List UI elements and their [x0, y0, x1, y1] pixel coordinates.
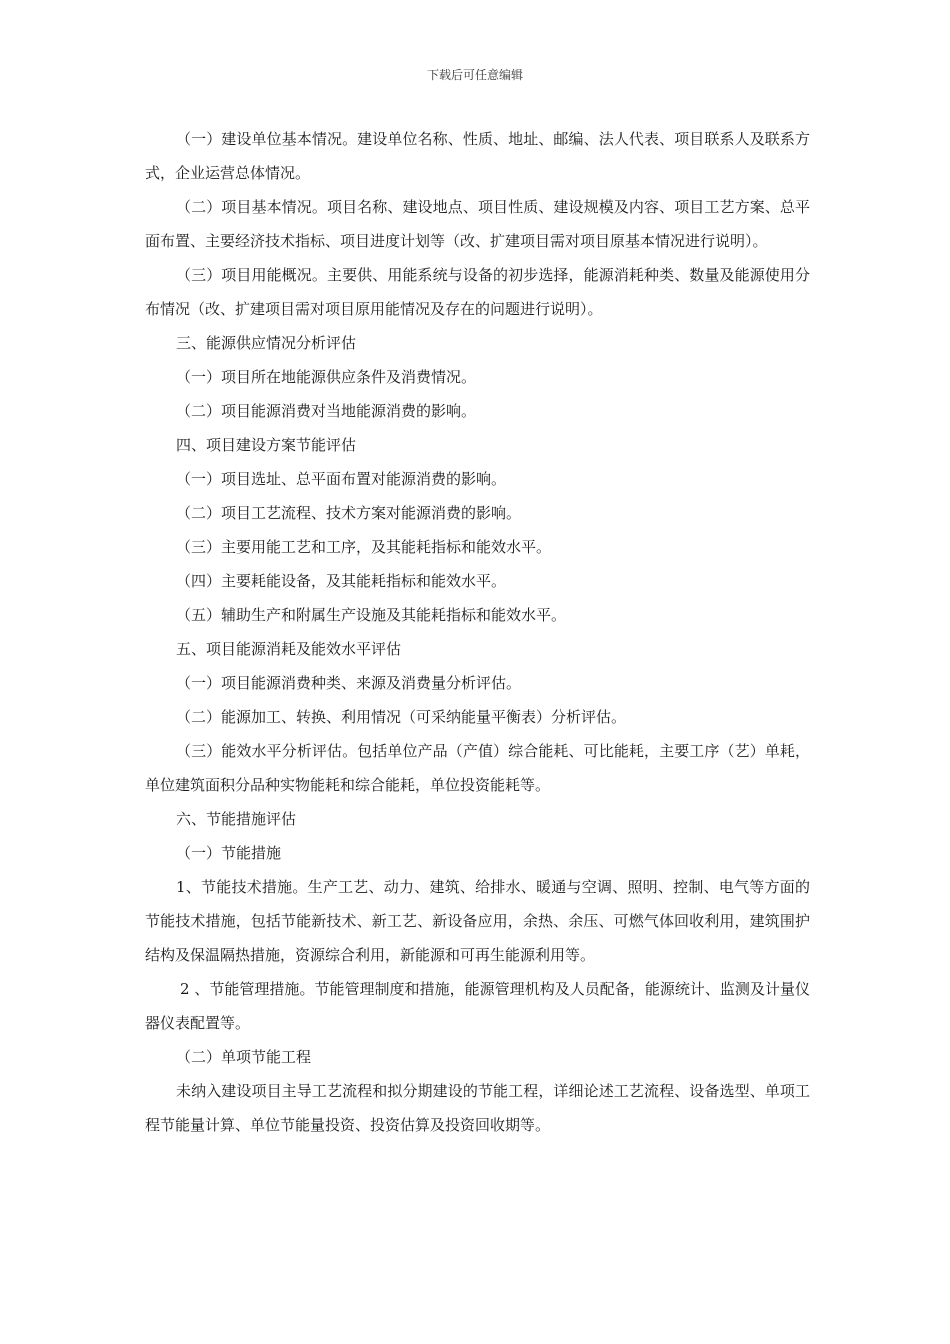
paragraph-management-measures: 2 、节能管理措施。节能管理制度和措施，能源管理机构及人员配备，能源统计、监测及计量仪器仪表配置等。	[145, 980, 810, 1032]
paragraph-plan-2: （二）项目工艺流程、技术方案对能源消费的影响。	[176, 504, 522, 522]
paragraph-construction-unit: （一）建设单位基本情况。建设单位名称、性质、地址、邮编、法人代表、项目联系人及联系方式，企业运营总体情况。	[145, 130, 810, 182]
paragraph-technical-measures: 1、节能技术措施。生产工艺、动力、建筑、给排水、暖通与空调、照明、控制、电气等方面的节能技术措施，包括节能新技术、新工艺、新设备应用，余热、余压、可燃气体回收利用，建筑围护结构及保温隔热措施，资源综合利用，新能源和可再生能源利用等。	[145, 878, 810, 964]
page-header: 下载后可任意编辑	[426, 68, 523, 82]
section-heading-measures: 六、节能措施评估	[176, 810, 297, 828]
paragraph-plan-4: （四）主要耗能设备，及其能耗指标和能效水平。	[176, 572, 507, 590]
paragraph-project-basics: （二）项目基本情况。项目名称、建设地点、项目性质、建设规模及内容、项目工艺方案、总平面布置、主要经济技术指标、项目进度计划等（改、扩建项目需对项目原基本情况进行说明）。	[145, 198, 810, 250]
paragraph-consumption-3: （三）能效水平分析评估。包括单位产品（产值）综合能耗、可比能耗，主要工序（艺）单耗，单位建筑面积分品种实物能耗和综合能耗，单位投资能耗等。	[145, 742, 810, 794]
section-heading-consumption: 五、项目能源消耗及能效水平评估	[176, 640, 402, 658]
paragraph-plan-1: （一）项目选址、总平面布置对能源消费的影响。	[176, 470, 507, 488]
subheading-measures: （一）节能措施	[176, 844, 282, 862]
paragraph-single-projects: 未纳入建设项目主导工艺流程和拟分期建设的节能工程，详细论述工艺流程、设备选型、单项工程节能量计算、单位节能量投资、投资估算及投资回收期等。	[145, 1082, 810, 1134]
paragraph-supply-1: （一）项目所在地能源供应条件及消费情况。	[176, 368, 477, 386]
section-heading-plan: 四、项目建设方案节能评估	[176, 436, 357, 454]
paragraph-energy-overview: （三）项目用能概况。主要供、用能系统与设备的初步选择，能源消耗种类、数量及能源使用分布情况（改、扩建项目需对项目原用能情况及存在的问题进行说明）。	[145, 266, 810, 318]
subheading-single-projects: （二）单项节能工程	[176, 1048, 312, 1066]
paragraph-plan-5: （五）辅助生产和附属生产设施及其能耗指标和能效水平。	[176, 606, 567, 624]
document-body	[145, 122, 810, 1142]
paragraph-consumption-2: （二）能源加工、转换、利用情况（可采纳能量平衡表）分析评估。	[176, 708, 627, 726]
section-heading-supply: 三、能源供应情况分析评估	[176, 334, 357, 352]
paragraph-plan-3: （三）主要用能工艺和工序，及其能耗指标和能效水平。	[176, 538, 552, 556]
paragraph-supply-2: （二）项目能源消费对当地能源消费的影响。	[176, 402, 477, 420]
paragraph-consumption-1: （一）项目能源消费种类、来源及消费量分析评估。	[176, 674, 522, 692]
